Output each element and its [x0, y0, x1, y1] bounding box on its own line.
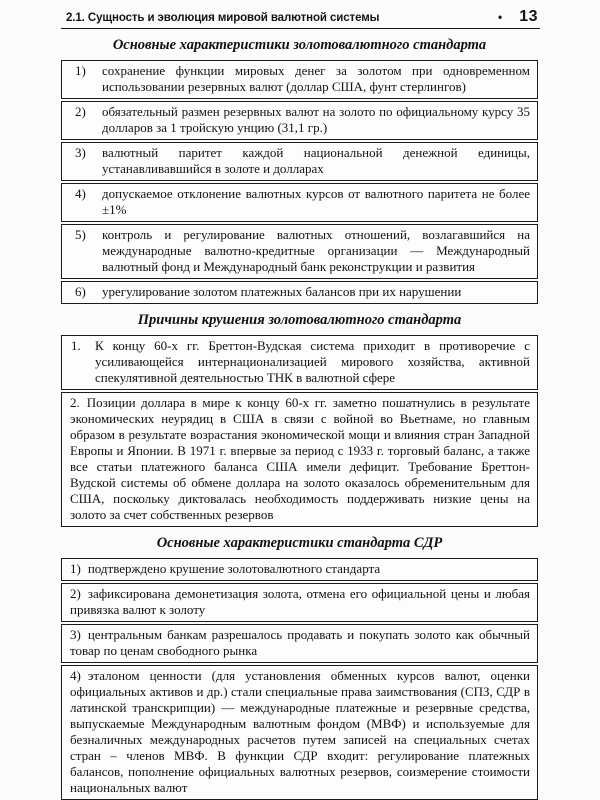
- page-content: [0, 37, 600, 800]
- item-text: К концу 60-х гг. Бреттон-Вудская система приходит в противоречие с усиливающейся интернационализацией мирового хозяйства, активной спекулятивной деятельностью ТНК в валютной сфере: [95, 338, 530, 385]
- table-collapse-reasons: [61, 335, 538, 527]
- item-number: 3): [75, 145, 86, 160]
- item-text: урегулирование золотом платежных балансов при их нарушении: [102, 284, 462, 299]
- item-number: 4): [75, 186, 86, 201]
- item-text: эталоном ценности (для установления обменных курсов валют, оценки официальных активов и др.) стали специальные права заимствования (СПЗ, СДР в латинской транскрипции) — международные платежные и резервные средства, выпускаемые Международным валютным фондом (МВФ) и используемые для безналичных международных расчетов путем записей на специальных счетах стран – членов МВФ. В функции СДР входит: регулирование платежных балансов, пополнение официальных валютных резервов, соизмерение стоимости национальных валют: [70, 668, 530, 795]
- item-text: допускаемое отклонение валютных курсов от валютного паритета не более ±1%: [102, 186, 530, 217]
- table-row: [61, 665, 538, 800]
- table-sdr-standard: [61, 558, 538, 800]
- table-gold-standard: [61, 60, 538, 304]
- item-number: 6): [75, 284, 86, 299]
- item-text: валютный паритет каждой национальной денежной единицы, устанавливавшийся в золоте и долларах: [102, 145, 530, 176]
- item-number: 4): [70, 668, 81, 683]
- table-row: [61, 60, 538, 99]
- item-number: 2): [70, 586, 81, 601]
- page-header: [0, 0, 600, 26]
- item-number: 1.: [71, 338, 81, 353]
- item-number: 2.: [70, 395, 80, 410]
- item-number: 2): [75, 104, 86, 119]
- table-row: [61, 142, 538, 181]
- item-text: Позиции доллара в мире к концу 60-х гг. заметно пошатнулись в результате экономических неурядиц в США в связи с войной во Вьетнаме, но главным образом в результате возрастания экономической мощи и влияния стран Западной Европы и Японии. В 1971 г. впервые за период с 1933 г. торговый баланс, а также все статьи платежного баланса США имели дефицит. Требование Бреттон-Вудской системы об обмене доллара на золото оказалось обременительным для США, поскольку диктовалась необходимость поддерживать низкие цены на золото за счет собственных резервов: [70, 395, 530, 522]
- item-text: зафиксирована демонетизация золота, отмена его официальной цены и любая привязка валют к золоту: [70, 586, 530, 617]
- item-text: контроль и регулирование валютных отношений, возлагавшийся на международные валютно-кредитные организации — Международный валютный фонд и Международный банк реконструкции и развития: [102, 227, 530, 274]
- running-head-title: 2.1. Сущность и эволюция мировой валютной системы: [66, 12, 380, 24]
- page-number: 13: [519, 8, 538, 25]
- table-row: [61, 624, 538, 663]
- table-row: [61, 101, 538, 140]
- item-text: подтверждено крушение золотовалютного стандарта: [87, 561, 381, 576]
- item-text: сохранение функции мировых денег за золотом при одновременном использовании резервных валют (доллар США, фунт стерлингов): [102, 63, 530, 94]
- section-title-sdr-standard: Основные характеристики стандарта СДР: [156, 535, 443, 551]
- table-row: [61, 392, 538, 527]
- table-row: [61, 281, 538, 304]
- table-row: [61, 183, 538, 222]
- table-row: [61, 583, 538, 622]
- table-row: [61, 224, 538, 279]
- section-title-collapse-reasons: Причины крушения золотовалютного стандарта: [137, 312, 462, 328]
- item-text: обязательный размен резервных валют на золото по официальному курсу 35 долларов за 1 тройскую унцию (31,1 гр.): [102, 104, 530, 135]
- item-number: 3): [70, 627, 81, 642]
- item-text: центральным банкам разрешалось продавать и покупать золото как обычный товар по ценам свободного рынка: [70, 627, 530, 658]
- section-title-gold-standard: Основные характеристики золотовалютного стандарта: [112, 37, 487, 53]
- item-number: 1): [70, 561, 81, 576]
- item-number: 1): [75, 63, 86, 78]
- table-row: [61, 335, 538, 390]
- table-row: [61, 558, 538, 581]
- header-rule: [61, 28, 540, 29]
- item-number: 5): [75, 227, 86, 242]
- header-bullet: •: [498, 10, 503, 24]
